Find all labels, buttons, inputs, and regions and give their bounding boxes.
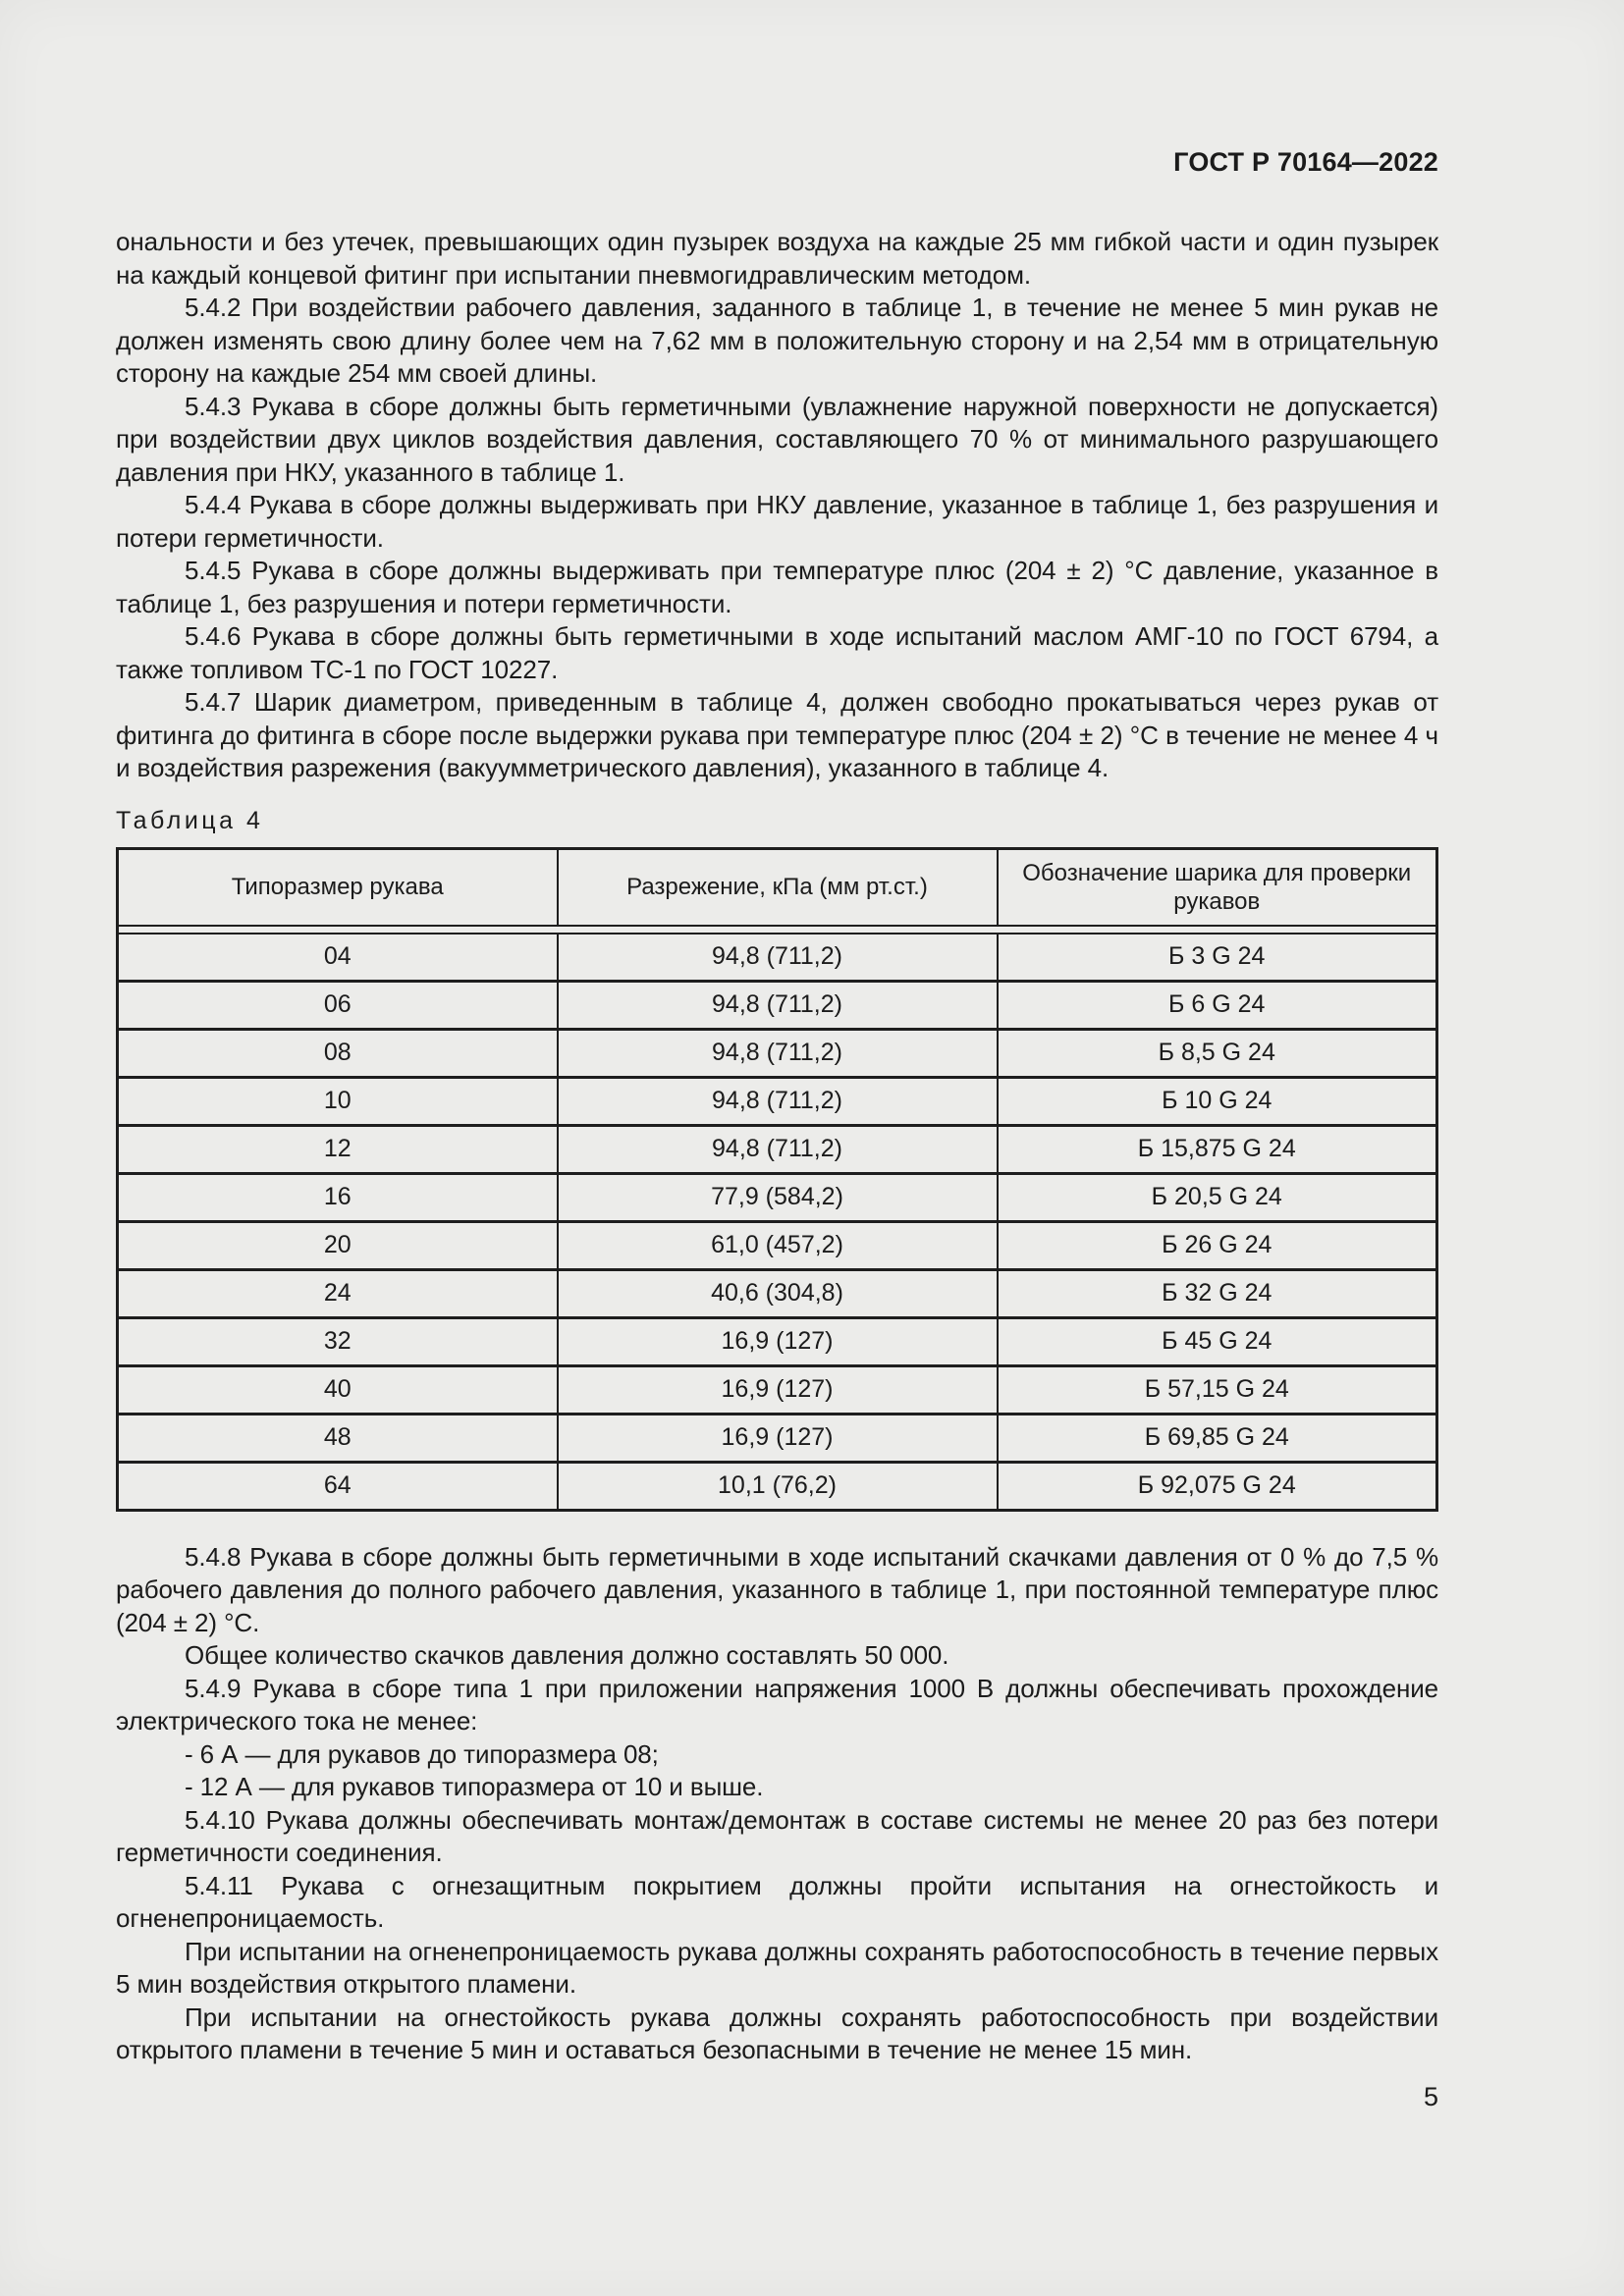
table-cell: Б 3 G 24 [998,934,1437,982]
table-cell: 61,0 (457,2) [558,1221,998,1269]
table-row [118,1221,1437,1269]
table-cell: Б 69,85 G 24 [998,1414,1437,1462]
table-header-row [118,848,1437,926]
table-cell: 20 [118,1221,558,1269]
table-cell: Б 8,5 G 24 [998,1029,1437,1077]
paragraph: 5.4.9 Рукава в сборе типа 1 при приложении напряжения 1000 В должны обеспечивать прохождение электрического тока не менее: [116,1673,1438,1735]
table-cell: 40,6 (304,8) [558,1269,998,1317]
table-cell: 40 [118,1365,558,1414]
paragraph: При испытании на огнестойкость рукава должны сохранять работоспособность при воздействии открытого пламени в течение 5 мин и оставаться безопасными в течение не менее 15 мин. [116,2002,1438,2064]
table-cell: 94,8 (711,2) [558,1029,998,1077]
table-row [118,1029,1437,1077]
table-cell: 10 [118,1077,558,1125]
table-cell: 94,8 (711,2) [558,1077,998,1125]
table-cell: 10,1 (76,2) [558,1462,998,1510]
paragraph: 5.4.2 При воздействии рабочего давления, заданного в таблице 1, в течение не менее 5 мин рукав не должен изменять свою длину более чем на 7,62 мм в положительную сторону и на 2,54 мм в отрицательную сторону на каждые 254 мм своей длины. [116,293,1438,388]
table-cell: 12 [118,1125,558,1173]
table-body [118,934,1437,1511]
table-row [118,934,1437,982]
table-cell: 64 [118,1462,558,1510]
paragraph: 5.4.10 Рукава должны обеспечивать монтаж/демонтаж в составе системы не менее 20 раз без потери герметичности соединения. [116,1804,1438,1867]
table-cell: Б 10 G 24 [998,1077,1437,1125]
table-cell: Б 45 G 24 [998,1317,1437,1365]
paragraph: 5.4.3 Рукава в сборе должны быть герметичными (увлажнение наружной поверхности не допускается) при воздействии двух циклов воздействия давления, составляющего 70 % от минимального разрушающего давления при НКУ, указанного в таблице 1. [116,391,1438,487]
paragraph: 5.4.6 Рукава в сборе должны быть герметичными в ходе испытаний маслом АМГ-10 по ГОСТ 6794, а также топливом ТС-1 по ГОСТ 10227. [116,621,1438,684]
table-cell: 06 [118,981,558,1029]
paragraph: 5.4.8 Рукава в сборе должны быть герметичными в ходе испытаний скачками давления от 0 % до 7,5 % рабочего давления до полного рабочего давления, указанного в таблице 1, при постоянной температуре плюс (204 ± 2) °С. [116,1541,1438,1637]
body-text-bottom [116,1541,1438,2067]
paragraph: - 12 А — для рукавов типоразмера от 10 и выше. [185,1772,764,1801]
page-content [116,0,1438,2113]
table-cell: 94,8 (711,2) [558,934,998,982]
table-cell: Б 92,075 G 24 [998,1462,1437,1510]
table-header-separator [118,926,1437,934]
paragraph: - 6 А — для рукавов до типоразмера 08; [185,1738,659,1769]
paragraph: 5.4.7 Шарик диаметром, приведенным в таблице 4, должен свободно прокатываться через рукав от фитинга до фитинга в сборе после выдержки рукава при температуре плюс (204 ± 2) °С в течение не менее 4 ч и воздействия разрежения (вакуумметрического давления), указанного в таблице 4. [116,687,1438,782]
table-row [118,1173,1437,1221]
table-cell: Б 57,15 G 24 [998,1365,1437,1414]
column-header-vacuum: Разрежение, кПа (мм рт.ст.) [558,848,998,926]
table-cell: 04 [118,934,558,982]
vacuum-test-table [116,847,1438,1512]
table-row [118,981,1437,1029]
paragraph: 5.4.5 Рукава в сборе должны выдерживать при температуре плюс (204 ± 2) °С давление, указанное в таблице 1, без разрушения и потери герметичности. [116,556,1438,618]
table-cell: Б 6 G 24 [998,981,1437,1029]
table-cell: 77,9 (584,2) [558,1173,998,1221]
paragraph: ональности и без утечек, превышающих один пузырек воздуха на каждые 25 мм гибкой части и один пузырек на каждый концевой фитинг при испытании пневмогидравлическим методом. [116,227,1438,290]
table-row [118,1462,1437,1510]
table-cell: 16,9 (127) [558,1317,998,1365]
table-cell: 24 [118,1269,558,1317]
paragraph: При испытании на огненепроницаемость рукава должны сохранять работоспособность в течение первых 5 мин воздействия открытого пламени. [116,1936,1438,1999]
table-cell: 32 [118,1317,558,1365]
paragraph: 5.4.4 Рукава в сборе должны выдерживать при НКУ давление, указанное в таблице 1, без разрушения и потери герметичности. [116,490,1438,553]
table-row [118,1269,1437,1317]
table-label: Таблица 4 [116,806,264,834]
table-cell: 16,9 (127) [558,1414,998,1462]
table-row [118,1414,1437,1462]
table-cell: 94,8 (711,2) [558,1125,998,1173]
table-row [118,1365,1437,1414]
paragraph: Общее количество скачков давления должно составлять 50 000. [185,1640,949,1670]
table-cell: 08 [118,1029,558,1077]
column-header-hose-size: Типоразмер рукава [118,848,558,926]
column-header-ball-designation: Обозначение шарика для проверки рукавов [998,848,1437,926]
table-cell: Б 26 G 24 [998,1221,1437,1269]
table-row [118,1125,1437,1173]
table-cell: Б 20,5 G 24 [998,1173,1437,1221]
table-cell: 16,9 (127) [558,1365,998,1414]
table-header [118,848,1437,934]
table-row [118,1317,1437,1365]
page-number: 5 [1423,2081,1438,2111]
table-cell: 16 [118,1173,558,1221]
table-cell: 94,8 (711,2) [558,981,998,1029]
paragraph: 5.4.11 Рукава с огнезащитным покрытием должны пройти испытания на огнестойкость и огненепроницаемость. [116,1870,1438,1933]
table-cell: Б 15,875 G 24 [998,1125,1437,1173]
table-row [118,1077,1437,1125]
table-cell: Б 32 G 24 [998,1269,1437,1317]
table-cell: 48 [118,1414,558,1462]
document-code-header: ГОСТ Р 70164—2022 [1173,147,1438,177]
body-text-top [116,226,1438,785]
